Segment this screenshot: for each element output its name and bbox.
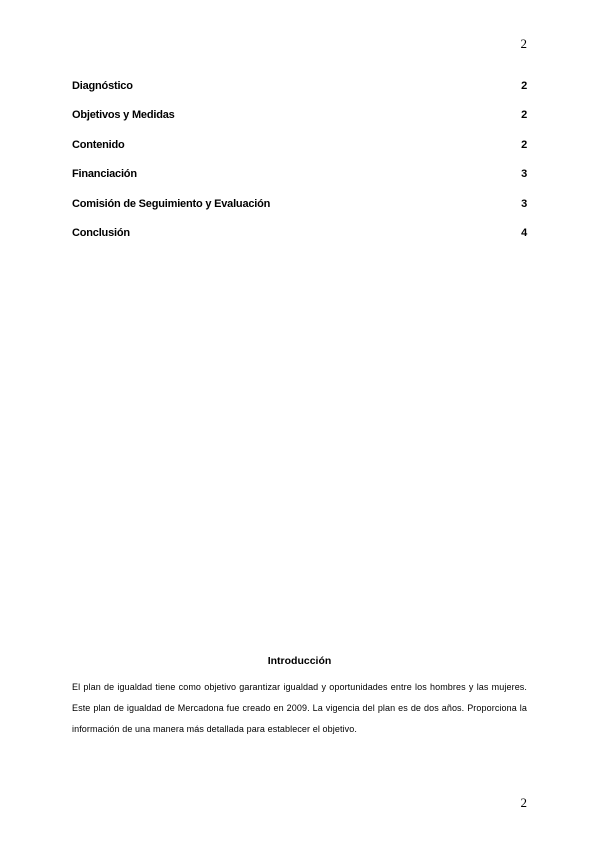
toc-entry-page: 4	[521, 226, 527, 239]
page-number-top: 2	[520, 36, 527, 51]
toc-entry-title: Objetivos y Medidas	[72, 109, 175, 122]
toc-entry-page: 3	[521, 197, 527, 210]
toc-entry-comision[interactable]	[72, 198, 527, 227]
toc-entry-title: Diagnóstico	[72, 80, 133, 92]
toc-entry-contenido[interactable]	[72, 139, 527, 168]
table-of-contents	[72, 80, 527, 256]
toc-entry-page: 2	[521, 80, 527, 92]
toc-entry-title: Contenido	[72, 138, 125, 151]
toc-entry-conclusion[interactable]	[72, 227, 527, 256]
toc-entry-title: Conclusión	[72, 226, 130, 239]
toc-entry-page: 2	[521, 109, 527, 122]
toc-entry-page: 3	[521, 168, 527, 181]
toc-entry-financiacion[interactable]	[72, 168, 527, 197]
toc-entry-objetivos-medidas[interactable]	[72, 109, 527, 138]
toc-entry-title: Comisión de Seguimiento y Evaluación	[72, 197, 271, 210]
toc-entry-title: Financiación	[72, 168, 137, 181]
section-paragraph: El plan de igualdad tiene como objetivo garantizar igualdad y oportunidades entre los hombres y las mujeres. Este plan de igualdad de Mercadona fue creado en 2009. La vigencia del plan es de dos años. Proporciona la información de una manera más detallada para establecer el objetivo.	[72, 682, 527, 734]
section-heading: Introducción	[267, 655, 332, 667]
toc-entry-diagnostico[interactable]	[72, 80, 527, 109]
toc-entry-page: 2	[521, 138, 527, 151]
page-number-bottom: 2	[520, 795, 527, 810]
introduction-section	[72, 655, 527, 740]
